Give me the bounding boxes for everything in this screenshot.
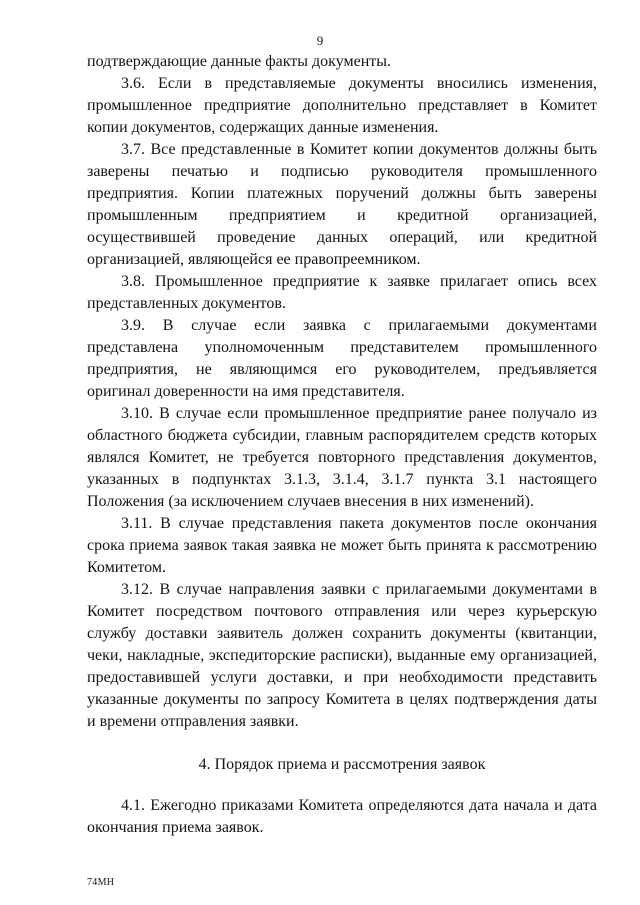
text-line: промышленное предприятие дополнительно представляет в Комитет [87,97,597,114]
text-line: 3.6. Если в представляемые документы вносились изменения, [121,75,597,92]
page-number: 9 [316,33,324,48]
paragraph [87,513,597,579]
footer-document-code: 74МН [87,877,115,888]
text-line: осуществившей проведение данных операций, или кредитной [87,229,597,246]
text-line: указанных в подпунктах 3.1.3, 3.1.4, 3.1.7 пункта 3.1 настоящего [87,471,597,488]
paragraph [87,73,597,139]
paragraph [87,795,597,839]
paragraph [87,315,597,403]
text-line: 3.9. В случае если заявка с прилагаемыми документами [121,317,597,334]
text-line: предприятия. Копии платежных поручений должны быть заверены [87,185,597,202]
text-line: организацией, являющейся ее правопреемником. [87,251,421,268]
text-line: и времени отправления заявки. [87,713,299,730]
paragraph [87,403,597,513]
text-line: службу доставки заявитель должен сохранить документы (квитанции, [87,625,597,642]
text-line: срока приема заявок такая заявка не может быть принята к рассмотрению [87,537,597,554]
document-body [87,51,597,733]
text-line: представленных документов. [87,295,286,312]
text-line: оригинал доверенности на имя представителя. [87,383,405,400]
text-line: чеки, накладные, экспедиторские расписки), выданные ему организацией, [87,647,597,664]
text-line: заверены печатью и подписью руководителя промышленного [87,163,597,180]
text-line: 3.7. Все представленные в Комитет копии документов должны быть [121,141,597,158]
text-line: 3.12. В случае направления заявки с прилагаемыми документами в [121,581,597,598]
text-line: 4.1. Ежегодно приказами Комитета определяются дата начала и дата [121,797,597,814]
text-line: 3.10. В случае если промышленное предприятие ранее получало из [121,405,597,422]
text-line: Комитетом. [87,559,166,576]
paragraph [87,579,597,733]
text-line: представлена уполномоченным представителем промышленного [87,339,597,356]
text-line: предприятия, не являющимся его руководителем, предъявляется [87,361,597,378]
paragraph [87,271,597,315]
paragraph [87,139,597,271]
text-line: предоставившей услуги доставки, и при необходимости представить [87,669,597,686]
section-heading: 4. Порядок приема и рассмотрения заявок [198,756,486,773]
text-line: 3.8. Промышленное предприятие к заявке прилагает опись всех [121,273,597,290]
paragraph [87,51,597,73]
text-line: промышленным предприятием и кредитной организацией, [87,207,597,224]
text-line: областного бюджета субсидии, главным распорядителем средств которых [87,427,597,444]
text-line: Комитет посредством почтового отправления или через курьерскую [87,603,597,620]
text-line: копии документов, содержащих данные изменения. [87,119,439,136]
text-line: Положения (за исключением случаев внесения в них изменений). [87,493,535,510]
text-line: 3.11. В случае представления пакета документов после окончания [121,515,597,532]
section-4-body [87,795,597,839]
text-line: указанные документы по запросу Комитета в целях подтверждения даты [87,691,597,708]
text-line: окончания приема заявок. [87,819,264,836]
text-line: являлся Комитет, не требуется повторного представления документов, [87,449,597,466]
text-line: подтверждающие данные факты документы. [87,53,392,70]
